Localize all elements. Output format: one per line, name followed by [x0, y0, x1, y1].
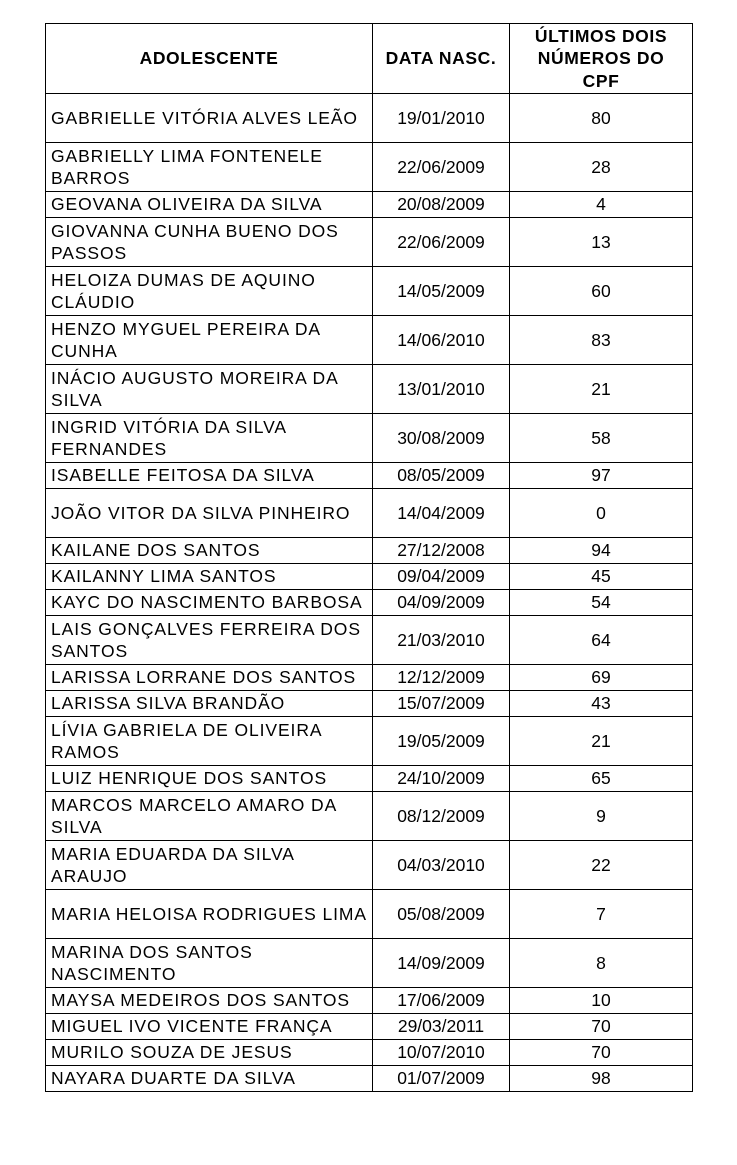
cell-adolescente: LARISSA SILVA BRANDÃO — [46, 691, 373, 717]
table-row — [46, 1040, 693, 1066]
cell-data-nasc: 05/08/2009 — [373, 890, 510, 939]
cell-cpf-digits: 69 — [510, 665, 693, 691]
cell-cpf-digits: 58 — [510, 414, 693, 463]
table-row — [46, 939, 693, 988]
cell-cpf-digits: 22 — [510, 841, 693, 890]
cell-adolescente: GABRIELLE VITÓRIA ALVES LEÃO — [46, 94, 373, 143]
table-row — [46, 489, 693, 538]
cell-cpf-digits: 43 — [510, 691, 693, 717]
cell-adolescente: LÍVIA GABRIELA DE OLIVEIRA RAMOS — [46, 717, 373, 766]
cell-cpf-digits: 97 — [510, 463, 693, 489]
table-row — [46, 414, 693, 463]
cell-data-nasc: 08/05/2009 — [373, 463, 510, 489]
cell-data-nasc: 04/03/2010 — [373, 841, 510, 890]
table-row — [46, 564, 693, 590]
cell-cpf-digits: 54 — [510, 590, 693, 616]
cell-data-nasc: 12/12/2009 — [373, 665, 510, 691]
cell-data-nasc: 29/03/2011 — [373, 1014, 510, 1040]
cell-adolescente: KAILANE DOS SANTOS — [46, 538, 373, 564]
cell-adolescente: GABRIELLY LIMA FONTENELE BARROS — [46, 143, 373, 192]
header-adolescente: ADOLESCENTE — [46, 24, 373, 94]
cell-cpf-digits: 28 — [510, 143, 693, 192]
table-header — [46, 24, 693, 94]
cell-adolescente: KAILANNY LIMA SANTOS — [46, 564, 373, 590]
header-data-nasc: DATA NASC. — [373, 24, 510, 94]
cell-data-nasc: 22/06/2009 — [373, 143, 510, 192]
table-row — [46, 841, 693, 890]
table-row — [46, 590, 693, 616]
header-ultimos-dois-numeros-cpf: ÚLTIMOS DOIS NÚMEROS DO CPF — [510, 24, 693, 94]
table-row — [46, 766, 693, 792]
cell-cpf-digits: 21 — [510, 365, 693, 414]
cell-data-nasc: 15/07/2009 — [373, 691, 510, 717]
cell-adolescente: MAYSA MEDEIROS DOS SANTOS — [46, 988, 373, 1014]
cell-cpf-digits: 4 — [510, 192, 693, 218]
cell-cpf-digits: 9 — [510, 792, 693, 841]
header-row — [46, 24, 693, 94]
cell-data-nasc: 20/08/2009 — [373, 192, 510, 218]
cell-adolescente: JOÃO VITOR DA SILVA PINHEIRO — [46, 489, 373, 538]
cell-adolescente: NAYARA DUARTE DA SILVA — [46, 1066, 373, 1092]
table-row — [46, 94, 693, 143]
cell-data-nasc: 08/12/2009 — [373, 792, 510, 841]
cell-adolescente: MARIA HELOISA RODRIGUES LIMA — [46, 890, 373, 939]
cell-adolescente: KAYC DO NASCIMENTO BARBOSA — [46, 590, 373, 616]
cell-data-nasc: 14/06/2010 — [373, 316, 510, 365]
cell-adolescente: MIGUEL IVO VICENTE FRANÇA — [46, 1014, 373, 1040]
cell-cpf-digits: 7 — [510, 890, 693, 939]
cell-cpf-digits: 70 — [510, 1040, 693, 1066]
cell-cpf-digits: 64 — [510, 616, 693, 665]
table-row — [46, 1066, 693, 1092]
cell-data-nasc: 22/06/2009 — [373, 218, 510, 267]
cell-adolescente: HELOIZA DUMAS DE AQUINO CLÁUDIO — [46, 267, 373, 316]
cell-cpf-digits: 13 — [510, 218, 693, 267]
cell-adolescente: INÁCIO AUGUSTO MOREIRA DA SILVA — [46, 365, 373, 414]
cell-cpf-digits: 8 — [510, 939, 693, 988]
cell-cpf-digits: 70 — [510, 1014, 693, 1040]
cell-data-nasc: 19/01/2010 — [373, 94, 510, 143]
cell-cpf-digits: 10 — [510, 988, 693, 1014]
table-body — [46, 94, 693, 1092]
cell-data-nasc: 14/04/2009 — [373, 489, 510, 538]
cell-data-nasc: 21/03/2010 — [373, 616, 510, 665]
cell-adolescente: INGRID VITÓRIA DA SILVA FERNANDES — [46, 414, 373, 463]
cell-cpf-digits: 65 — [510, 766, 693, 792]
cell-cpf-digits: 98 — [510, 1066, 693, 1092]
cell-adolescente: MARCOS MARCELO AMARO DA SILVA — [46, 792, 373, 841]
table-row — [46, 538, 693, 564]
cell-data-nasc: 24/10/2009 — [373, 766, 510, 792]
table-row — [46, 267, 693, 316]
cell-cpf-digits: 80 — [510, 94, 693, 143]
table-row — [46, 890, 693, 939]
table-row — [46, 192, 693, 218]
cell-adolescente: HENZO MYGUEL PEREIRA DA CUNHA — [46, 316, 373, 365]
cell-data-nasc: 04/09/2009 — [373, 590, 510, 616]
table-row — [46, 616, 693, 665]
cell-data-nasc: 17/06/2009 — [373, 988, 510, 1014]
cell-cpf-digits: 94 — [510, 538, 693, 564]
cell-adolescente: LUIZ HENRIQUE DOS SANTOS — [46, 766, 373, 792]
cell-adolescente: MARINA DOS SANTOS NASCIMENTO — [46, 939, 373, 988]
cell-data-nasc: 14/05/2009 — [373, 267, 510, 316]
cell-cpf-digits: 60 — [510, 267, 693, 316]
cell-cpf-digits: 0 — [510, 489, 693, 538]
cell-data-nasc: 09/04/2009 — [373, 564, 510, 590]
cell-cpf-digits: 21 — [510, 717, 693, 766]
cell-data-nasc: 13/01/2010 — [373, 365, 510, 414]
cell-cpf-digits: 83 — [510, 316, 693, 365]
table-row — [46, 316, 693, 365]
cell-adolescente: MURILO SOUZA DE JESUS — [46, 1040, 373, 1066]
cell-data-nasc: 30/08/2009 — [373, 414, 510, 463]
table-row — [46, 365, 693, 414]
table-row — [46, 717, 693, 766]
cell-adolescente: ISABELLE FEITOSA DA SILVA — [46, 463, 373, 489]
cell-adolescente: GIOVANNA CUNHA BUENO DOS PASSOS — [46, 218, 373, 267]
cell-data-nasc: 27/12/2008 — [373, 538, 510, 564]
table-row — [46, 691, 693, 717]
cell-adolescente: GEOVANA OLIVEIRA DA SILVA — [46, 192, 373, 218]
table-row — [46, 665, 693, 691]
cell-adolescente: LARISSA LORRANE DOS SANTOS — [46, 665, 373, 691]
cell-data-nasc: 14/09/2009 — [373, 939, 510, 988]
table-row — [46, 1014, 693, 1040]
cell-data-nasc: 10/07/2010 — [373, 1040, 510, 1066]
adolescent-table — [45, 23, 693, 1092]
table-row — [46, 143, 693, 192]
cell-adolescente: MARIA EDUARDA DA SILVA ARAUJO — [46, 841, 373, 890]
cell-data-nasc: 01/07/2009 — [373, 1066, 510, 1092]
table-row — [46, 463, 693, 489]
table-row — [46, 218, 693, 267]
cell-data-nasc: 19/05/2009 — [373, 717, 510, 766]
cell-adolescente: LAIS GONÇALVES FERREIRA DOS SANTOS — [46, 616, 373, 665]
cell-cpf-digits: 45 — [510, 564, 693, 590]
table-row — [46, 792, 693, 841]
table-row — [46, 988, 693, 1014]
